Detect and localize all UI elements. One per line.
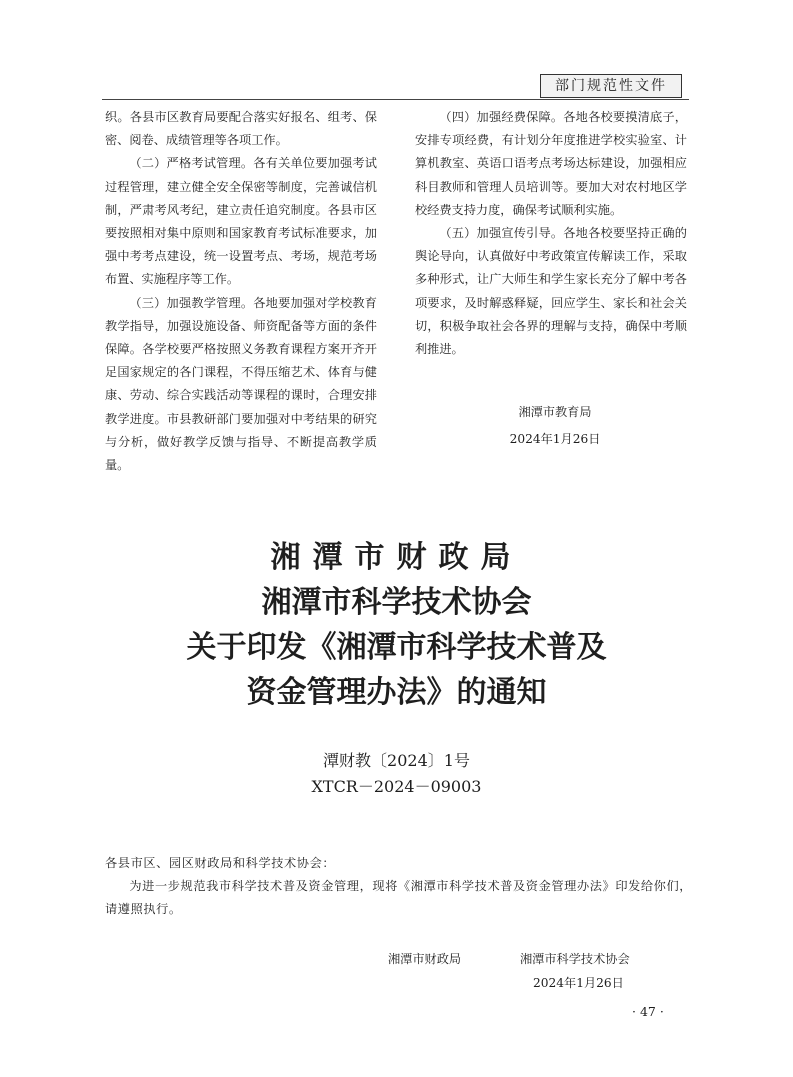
- notice-addressee: 各县市区、园区财政局和科学技术协会：: [105, 856, 336, 870]
- finance-bureau-signature: 湘潭市财政局: [388, 952, 462, 966]
- education-bureau-signature: 湘潭市教育局: [518, 405, 592, 419]
- notice-date: 2024年1月26日: [533, 976, 624, 990]
- science-association-signature: 湘潭市科学技术协会: [520, 952, 630, 966]
- document-number-line-2: XTCR－2024－09003: [311, 777, 482, 796]
- right-paragraph-2: （五）加强宣传引导。各地各校要坚持正确的舆论导向，认真做好中考政策宣传解读工作，采取多种形式，让广大师生和学生家长充分了解中考各项要求，及时解惑释疑，回应学生、家长和社会关切，积极争取社会各界的理解与支持，确保中考顺利推进。: [415, 226, 687, 357]
- title-line-4: 资金管理办法》的通知: [246, 675, 547, 710]
- notice-body: [105, 852, 695, 921]
- notice-text: 为进一步规范我市科学技术普及资金管理，现将《湘潭市科学技术普及资金管理办法》印发给你们，请遵照执行。: [105, 879, 693, 916]
- left-column: [105, 106, 377, 477]
- document-number-line-1: 潭财教〔2024〕1号: [323, 751, 470, 770]
- left-paragraph-1: 织。各县市区教育局要配合落实好报名、组考、保密、阅卷、成绩管理等各项工作。: [105, 110, 377, 148]
- page-number: · 47 ·: [632, 1004, 664, 1019]
- section-tag: 部门规范性文件: [540, 74, 682, 98]
- right-paragraph-1: （四）加强经费保障。各地各校要摸清底子，安排专项经费，有计划分年度推进学校实验室、计算机教室、英语口语考点考场达标建设，加强相应科目教师和管理人员培训等。要加大对农村地区学校经费支持力度，确保考试顺利实施。: [415, 110, 687, 217]
- document-number: [0, 748, 793, 800]
- left-paragraph-2: （二）严格考试管理。各有关单位要加强考试过程管理，建立健全安全保密等制度，完善诚信机制，严肃考风考纪，建立责任追究制度。各县市区要按照相对集中原则和国家教育考试标准要求，加强中考考点建设，统一设置考点、考场，规范考场布置、实施程序等工作。: [105, 156, 377, 287]
- header-divider: [102, 99, 689, 100]
- title-line-2: 湘潭市科学技术协会: [261, 585, 532, 620]
- left-paragraph-3: （三）加强教学管理。各地要加强对学校教育教学指导，加强设施设备、师资配备等方面的条件保障。各学校要严格按照义务教育课程方案开齐开足国家规定的各门课程，不得压缩艺术、体育与健康、劳动、综合实践活动等课程的课时，合理安排教学进度。市县教研部门要加强对中考结果的研究与分析，做好教学反馈与指导、不断提高教学质量。: [105, 295, 377, 473]
- title-line-1: 湘潭市财政局: [270, 540, 523, 575]
- education-bureau-date: 2024年1月26日: [509, 432, 601, 446]
- notice-title: [0, 535, 793, 715]
- title-line-3: 关于印发《湘潭市科学技术普及: [186, 630, 607, 665]
- right-column: [415, 106, 687, 361]
